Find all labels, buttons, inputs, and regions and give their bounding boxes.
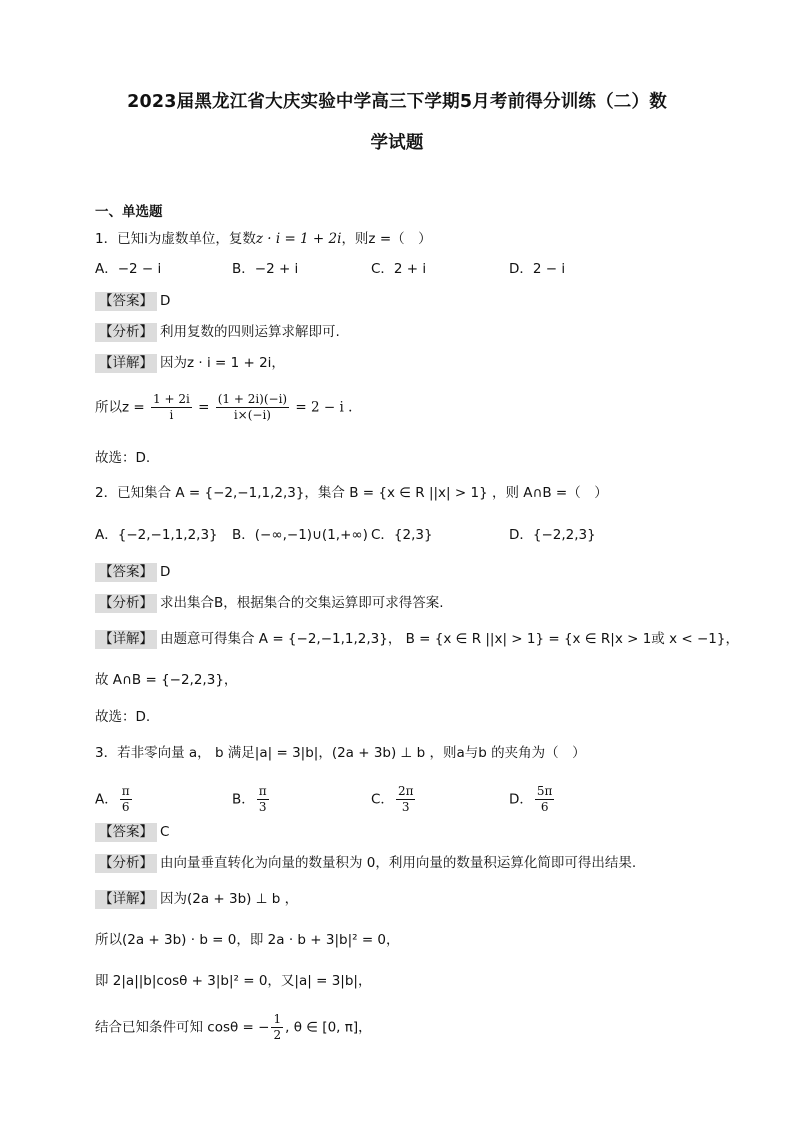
q3-option-b-label: B．	[232, 791, 255, 808]
section-heading: 一、单选题	[95, 204, 163, 220]
q3-detail-line-4-prefix: 结合已知条件可知 cosθ = −	[95, 1019, 270, 1036]
q3-detail-line-4-tail: , θ ∈ [0, π]，	[285, 1019, 372, 1036]
q3-option-b-fraction	[257, 784, 269, 815]
q2-option-c: C．{2,3}	[371, 527, 433, 543]
q3-option-b-denominator: 3	[258, 800, 267, 814]
q2-analysis-row	[95, 593, 444, 613]
q1-stem-suffix: ，则z =（ ）	[341, 231, 432, 247]
q1-option-a: A．−2 − i	[95, 261, 162, 277]
q1-result: = 2 − i .	[295, 399, 353, 416]
q2-answer-value: D	[160, 564, 171, 580]
q1-equals-sign: =	[198, 399, 210, 416]
detail-tag: 【详解】	[95, 890, 157, 909]
answer-tag: 【答案】	[95, 823, 157, 842]
q3-option-b	[232, 784, 271, 815]
q3-option-a-label: A．	[95, 791, 118, 808]
q3-answer-row	[95, 822, 169, 842]
q1-answer-value: D	[160, 293, 171, 309]
analysis-tag: 【分析】	[95, 594, 157, 613]
q3-option-a	[95, 784, 134, 815]
q3-detail-line-4	[95, 1012, 372, 1043]
q2-option-b: B．(−∞,−1)∪(1,+∞)	[232, 527, 368, 543]
q2-detail-row	[95, 629, 739, 649]
q3-analysis-text: 由向量垂直转化为向量的数量积为 0，利用向量的数量积运算化简即可得出结果.	[160, 855, 637, 871]
q2-option-d: D．{−2,2,3}	[509, 527, 596, 543]
q3-detail-fraction	[271, 1012, 283, 1043]
q1-fraction-2-numerator: (1 + 2i)(−i)	[217, 392, 288, 406]
q2-option-a: A．{−2,−1,1,2,3}	[95, 527, 218, 543]
detail-tag: 【详解】	[95, 630, 157, 649]
q1-stem	[95, 229, 432, 249]
q3-detail-line-3: 即 2|a||b|cosθ + 3|b|² = 0，又|a| = 3|b|，	[95, 973, 372, 989]
q1-analysis-text: 利用复数的四则运算求解即可.	[160, 324, 340, 340]
answer-tag: 【答案】	[95, 292, 157, 311]
q1-fraction-2	[216, 392, 289, 423]
q3-option-d	[509, 784, 556, 815]
q3-option-a-denominator: 6	[121, 800, 130, 814]
q3-detail-line-1: 因为(2a + 3b) ⊥ b ，	[160, 891, 299, 907]
q1-option-d: D．2 − i	[509, 261, 566, 277]
q3-option-d-fraction	[535, 784, 555, 815]
q1-fraction-2-denominator: i×(−i)	[233, 408, 271, 422]
document-title-line-1: 2023届黑龙江省大庆实验中学高三下学期5月考前得分训练（二）数	[127, 92, 667, 112]
q1-stem-prefix: 1．已知i为虚数单位，复数	[95, 231, 256, 247]
q3-option-a-numerator: π	[121, 784, 130, 798]
q1-detail-line-1: 因为z · i = 1 + 2i，	[160, 355, 285, 371]
q3-option-c-label: C．	[371, 791, 394, 808]
q3-option-c	[371, 784, 417, 815]
q1-fraction-1-numerator: 1 + 2i	[153, 392, 190, 406]
q2-answer-row	[95, 562, 170, 582]
q3-detail-fraction-denominator: 2	[273, 1028, 282, 1042]
q1-fraction-1-denominator: i	[169, 408, 174, 422]
q3-option-c-fraction	[396, 784, 416, 815]
q1-detail-eq-prefix: 所以z =	[95, 399, 145, 416]
analysis-tag: 【分析】	[95, 323, 157, 342]
q3-option-d-label: D．	[509, 791, 533, 808]
q1-choose: 故选：D.	[95, 450, 151, 466]
detail-tag: 【详解】	[95, 354, 157, 373]
q1-detail-row	[95, 353, 285, 373]
q3-stem: 3．若非零向量 a， b 满足|a| = 3|b|，(2a + 3b) ⊥ b ，则a与b 的夹角为（ ）	[95, 745, 586, 761]
q1-answer-row	[95, 291, 170, 311]
q3-option-b-numerator: π	[258, 784, 267, 798]
q3-detail-line-2: 所以(2a + 3b) · b = 0，即 2a · b + 3|b|² = 0，	[95, 932, 400, 948]
document-title-line-2: 学试题	[370, 133, 424, 153]
q2-analysis-text: 求出集合B，根据集合的交集运算即可求得答案.	[160, 595, 444, 611]
answer-tag: 【答案】	[95, 563, 157, 582]
q3-analysis-row	[95, 853, 636, 873]
q3-detail-fraction-numerator: 1	[273, 1012, 282, 1026]
q1-condition: z · i = 1 + 2i	[255, 231, 342, 247]
q2-detail-line-1: 由题意可得集合 A = {−2,−1,1,2,3}， B = {x ∈ R ||x| > 1} = {x ∈ R|x > 1或 x < −1}，	[160, 631, 739, 647]
q3-option-c-denominator: 3	[401, 800, 410, 814]
q1-detail-equation	[95, 392, 352, 423]
q3-option-d-numerator: 5π	[536, 784, 553, 798]
q3-option-d-denominator: 6	[540, 800, 549, 814]
q3-option-a-fraction	[120, 784, 132, 815]
q1-option-b: B．−2 + i	[232, 261, 299, 277]
q3-detail-row	[95, 889, 298, 909]
q1-fraction-1	[151, 392, 192, 423]
q1-option-c: C．2 + i	[371, 261, 427, 277]
analysis-tag: 【分析】	[95, 854, 157, 873]
q3-option-c-numerator: 2π	[397, 784, 414, 798]
q1-analysis-row	[95, 322, 340, 342]
q2-choose: 故选：D.	[95, 709, 151, 725]
q2-stem: 2．已知集合 A = {−2,−1,1,2,3}，集合 B = {x ∈ R ||x| > 1} ，则 A∩B =（ ）	[95, 485, 608, 501]
q3-answer-value: C	[160, 824, 170, 840]
q2-detail-line-2: 故 A∩B = {−2,2,3}，	[95, 672, 238, 688]
